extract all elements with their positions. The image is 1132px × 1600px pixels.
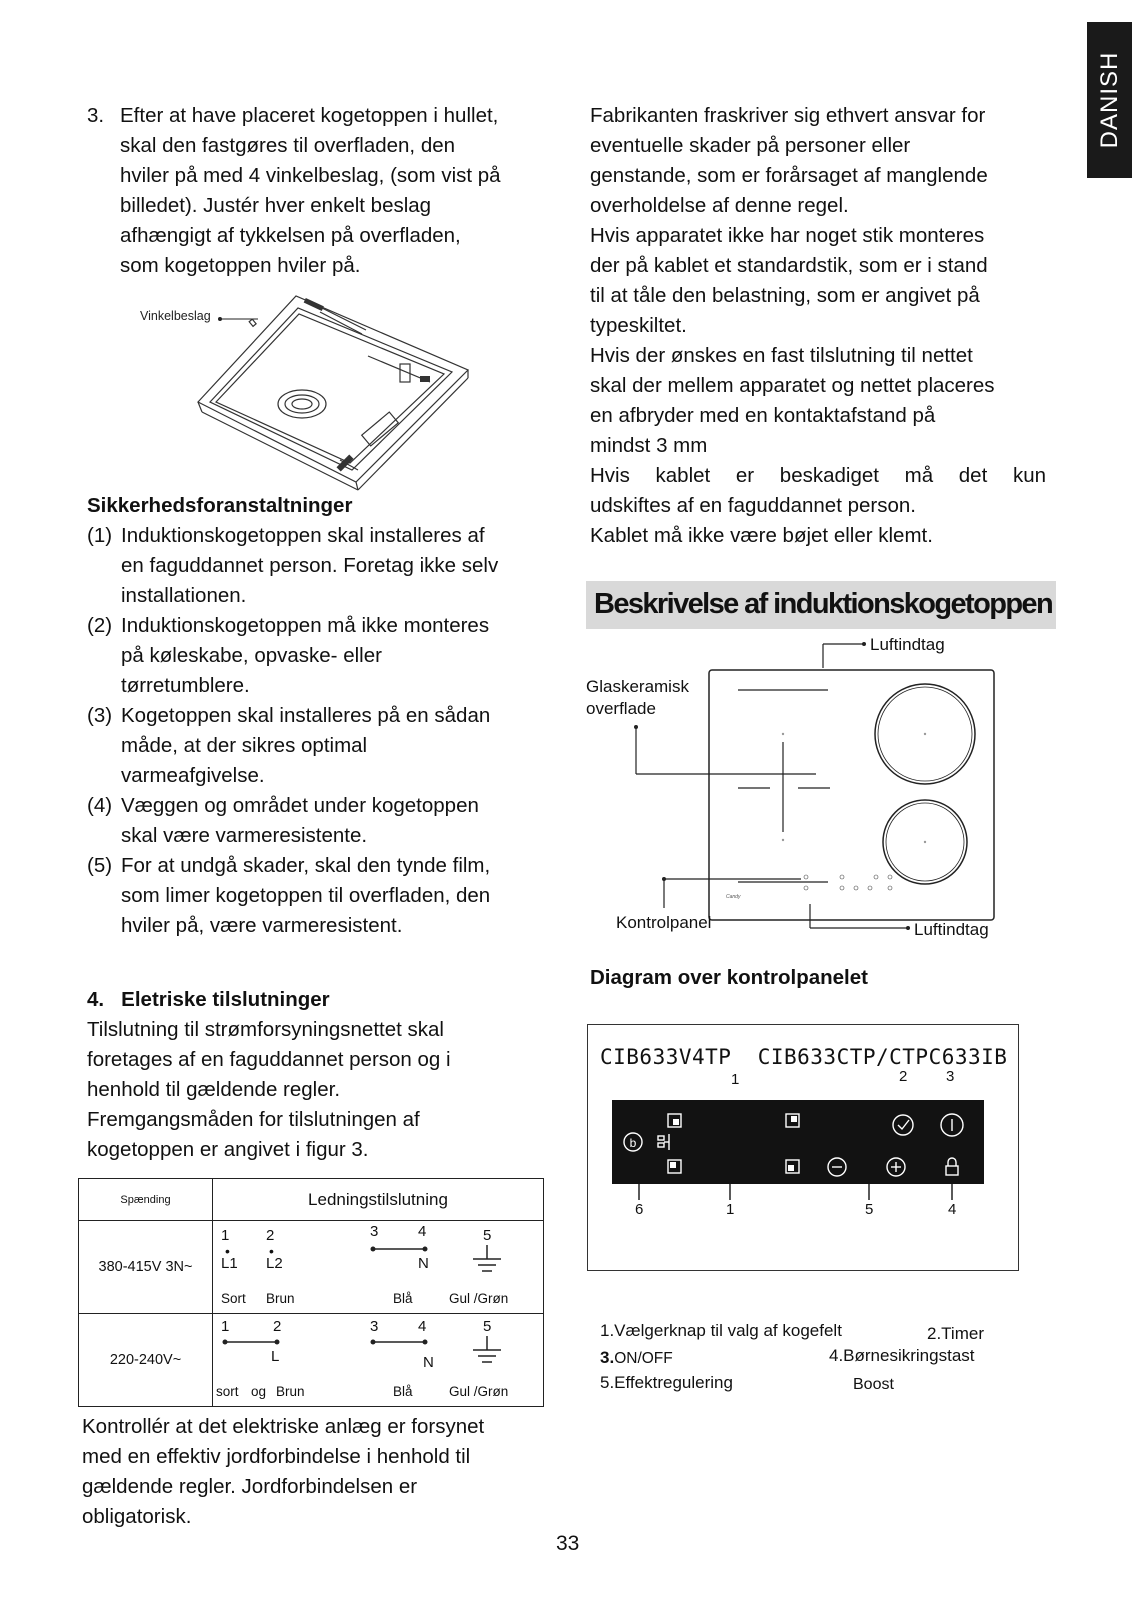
safety-item	[87, 791, 547, 851]
legend-item-3-text: ON/OFF	[614, 1350, 673, 1367]
hob-diagram	[586, 632, 1056, 967]
page-number: 33	[556, 1532, 580, 1555]
right-line: mindst 3 mm	[590, 434, 708, 457]
safety-item-line: som limer kogetoppen til overfladen, den	[121, 884, 491, 907]
terminal-dot: •	[269, 1243, 274, 1259]
glass-label-line2: overflade	[586, 699, 656, 718]
safety-item-line: skal være varmeresistente.	[121, 824, 368, 847]
terminal-letter: N	[418, 1255, 429, 1272]
table-header-wiring: Ledningstilslutning	[213, 1179, 544, 1221]
air-intake-bottom-label: Luftindtag	[914, 920, 989, 939]
live-wire	[221, 1336, 281, 1348]
step3-paragraph	[87, 101, 545, 281]
wiring-table	[78, 1178, 544, 1407]
step3-line: afhængigt af tykkelsen på overfladen,	[120, 224, 461, 247]
ground-line: obligatorisk.	[82, 1505, 192, 1528]
wire-color: Blå	[393, 1384, 413, 1399]
legend-item-3	[600, 1348, 673, 1368]
callout-number: 6	[635, 1201, 644, 1218]
step3-line: skal den fastgøres til overfladen, den	[120, 134, 456, 157]
safety-item	[87, 521, 547, 611]
callout-number: 1	[726, 1201, 735, 1218]
terminal-number: 1	[221, 1227, 230, 1244]
terminal-letter: N	[423, 1354, 434, 1371]
safety-item-line: måde, at der sikres optimal	[121, 734, 368, 757]
model-names: CIB633V4TP CIB633CTP/CTPC633IB	[600, 1045, 1008, 1069]
ground-line: Kontrollér at det elektriske anlæg er forsynet	[82, 1415, 485, 1438]
safety-item-line: installationen.	[121, 584, 247, 607]
safety-item-number: (1)	[87, 524, 113, 547]
legend-item-4: 4.Børnesikringstast	[829, 1346, 975, 1365]
step3-line: hviler på med 4 vinkelbeslag, (som vist på	[120, 164, 501, 187]
ground-line: med en effektiv jordforbindelse i henhold til	[82, 1445, 471, 1468]
safety-item-line: hviler på, være varmeresistent.	[121, 914, 403, 937]
row1-voltage: 380-415V 3N~	[79, 1221, 213, 1314]
bracket-label: Vinkelbeslag	[140, 309, 211, 323]
right-line: en afbryder med en kontaktafstand på	[590, 404, 936, 427]
wire-color: sort	[216, 1384, 239, 1399]
terminal-number: 3	[370, 1223, 379, 1240]
step3-line: Efter at have placeret kogetoppen i hullet,	[120, 104, 499, 127]
safety-item-number: (5)	[87, 854, 113, 877]
callout-number: 5	[865, 1201, 874, 1218]
legend-item-5: 5.Effektregulering	[600, 1373, 733, 1392]
safety-item-line: Væggen og området under kogetoppen	[121, 794, 479, 817]
right-line: udskiftes af en faguddannet person.	[590, 494, 916, 517]
language-tab	[1087, 22, 1132, 178]
language-label: DANISH	[1095, 51, 1123, 149]
right-line: overholdelse af denne regel.	[590, 194, 849, 217]
callout-number: 2	[899, 1068, 908, 1085]
description-heading-bar	[586, 581, 1056, 629]
control-panel-box	[587, 1024, 1019, 1271]
right-line: typeskiltet.	[590, 314, 687, 337]
safety-item-line: Induktionskogetoppen skal installeres af	[121, 524, 485, 547]
electric-line: Tilslutning til strømforsyningsnettet skal	[87, 1018, 444, 1041]
control-panel-graphic	[612, 1100, 984, 1248]
wire-color: Sort	[221, 1291, 246, 1306]
callout-number: 1	[731, 1071, 740, 1088]
legend-item-1: 1.Vælgerknap til valg af kogefelt	[600, 1321, 842, 1340]
safety-title: Sikkerhedsforanstaltninger	[87, 494, 353, 517]
terminal-dot: •	[225, 1243, 230, 1259]
step3-line: som kogetoppen hviler på.	[120, 254, 361, 277]
ground-line: gældende regler. Jordforbindelsen er	[82, 1475, 418, 1498]
ground-icon	[471, 1336, 503, 1370]
safety-item-line: Induktionskogetoppen må ikke monteres	[121, 614, 490, 637]
row1-wiring	[213, 1221, 544, 1314]
hob-bracket-figure	[130, 292, 480, 492]
safety-item-number: (3)	[87, 704, 113, 727]
safety-item-line: For at undgå skader, skal den tynde film,	[121, 854, 491, 877]
wire-color: Blå	[393, 1291, 413, 1306]
safety-item-line: tørretumblere.	[121, 674, 250, 697]
step3-number: 3.	[87, 104, 105, 127]
wire-color: Brun	[276, 1384, 305, 1399]
terminal-number: 1	[221, 1318, 230, 1335]
diagram-title: Diagram over kontrolpanelet	[590, 966, 868, 989]
hob-logo: Candy	[726, 894, 741, 900]
table-header-voltage: Spænding	[79, 1179, 213, 1221]
electric-section	[87, 985, 547, 1165]
safety-section	[87, 491, 547, 941]
wire-color: Gul /Grøn	[449, 1384, 509, 1399]
right-line: eventuelle skader på personer eller	[590, 134, 911, 157]
control-panel-label: Kontrolpanel	[616, 913, 712, 932]
neutral-wire	[370, 1243, 430, 1255]
glass-label-line1: Glaskeramisk	[586, 677, 689, 696]
callout-number: 4	[948, 1201, 957, 1218]
terminal-letter: L	[271, 1348, 280, 1365]
right-paragraph	[590, 101, 1046, 551]
right-line: Kablet må ikke være bøjet eller klemt.	[590, 524, 933, 547]
wire-color: Brun	[266, 1291, 295, 1306]
terminal-number: 5	[483, 1227, 492, 1244]
safety-item-line: Kogetoppen skal installeres på en sådan	[121, 704, 491, 727]
ground-paragraph	[82, 1412, 552, 1532]
terminal-number: 2	[266, 1227, 275, 1244]
right-line: genstande, som er forårsaget af manglende	[590, 164, 988, 187]
electric-line: henhold til gældende regler.	[87, 1078, 341, 1101]
right-line: Hvis der ønskes en fast tilslutning til nettet	[590, 344, 973, 367]
terminal-letter: L2	[266, 1255, 283, 1272]
row2-voltage: 220-240V~	[79, 1314, 213, 1407]
safety-item-number: (2)	[87, 614, 113, 637]
safety-item-number: (4)	[87, 794, 113, 817]
button-b-label: b	[629, 1136, 637, 1150]
description-heading: Beskrivelse af induktionskogetoppen	[594, 588, 1053, 620]
safety-item	[87, 701, 547, 791]
air-intake-top-label: Luftindtag	[870, 635, 945, 654]
terminal-number: 3	[370, 1318, 379, 1335]
safety-item-line: en faguddannet person. Foretag ikke selv	[121, 554, 499, 577]
electric-line: kogetoppen er angivet i figur 3.	[87, 1138, 369, 1161]
electric-line: Fremgangsmåden for tilslutningen af	[87, 1108, 420, 1131]
wire-color: Gul /Grøn	[449, 1291, 509, 1306]
legend-item-boost: Boost	[853, 1376, 894, 1393]
terminal-number: 4	[418, 1223, 427, 1240]
ground-icon	[471, 1245, 503, 1279]
electric-title: 4. Eletriske tilslutninger	[87, 988, 330, 1011]
safety-item	[87, 851, 547, 941]
neutral-wire	[370, 1336, 430, 1348]
terminal-number: 5	[483, 1318, 492, 1335]
step3-line: billedet). Justér hver enkelt beslag	[120, 194, 432, 217]
terminal-number: 2	[273, 1318, 282, 1335]
safety-item	[87, 611, 547, 701]
right-line: Hvis kablet er beskadiget må det kun	[590, 464, 1046, 487]
terminal-letter: L1	[221, 1255, 238, 1272]
terminal-number: 4	[418, 1318, 427, 1335]
right-line: skal der mellem apparatet og nettet placeres	[590, 374, 995, 397]
callout-number: 3	[946, 1068, 955, 1085]
right-line: Hvis apparatet ikke har noget stik monteres	[590, 224, 985, 247]
right-line: der på kablet et standardstik, som er i stand	[590, 254, 988, 277]
right-line: til at tåle den belastning, som er angivet på	[590, 284, 980, 307]
row2-wiring	[213, 1314, 544, 1407]
legend-item-3-number: 3.	[600, 1348, 615, 1367]
safety-item-line: på køleskabe, opvaske- eller	[121, 644, 382, 667]
legend-item-2: 2.Timer	[927, 1324, 984, 1343]
right-line: Fabrikanten fraskriver sig ethvert ansvar for	[590, 104, 986, 127]
safety-item-line: varmeafgivelse.	[121, 764, 265, 787]
wire-color: og	[251, 1384, 267, 1399]
electric-line: foretages af en faguddannet person og i	[87, 1048, 451, 1071]
